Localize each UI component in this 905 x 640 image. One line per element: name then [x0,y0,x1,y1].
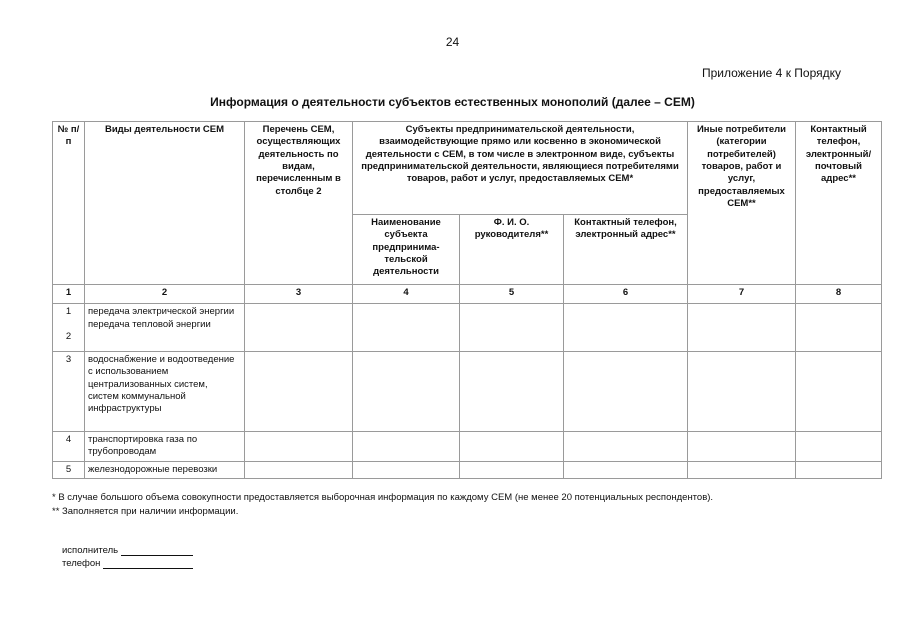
phone-line [62,558,193,569]
activity-kind: передача электрической энергии [88,306,235,317]
data-cell [353,352,460,432]
data-cell [564,432,688,462]
column-number: 7 [688,285,796,304]
activity-kind: передача тепловой энергии [88,319,211,331]
data-cell [688,304,796,352]
data-cell [353,304,460,352]
row-number: 2 [65,331,72,343]
footnote-2: ** Заполняется при наличии информации. [52,506,239,517]
data-cell [796,462,882,479]
header-activity-kind: Виды деятельности СЕМ [85,122,245,285]
executor-label: исполнитель [62,545,119,556]
row-number: 3 [53,352,85,432]
phone-label: телефон [62,558,101,569]
table-row [53,432,882,462]
data-cell [688,352,796,432]
header-contact-address: Контактный телефон, электронный/ почтовый адрес** [796,122,882,285]
data-cell [245,432,353,462]
row-number: 4 [53,432,85,462]
column-number: 2 [85,285,245,304]
data-cell [245,462,353,479]
data-cell [353,432,460,462]
column-number: 4 [353,285,460,304]
data-cell [353,462,460,479]
data-cell [796,432,882,462]
table-row [53,462,882,479]
data-cell [460,432,564,462]
activity-kind: железнодорожные перевозки [85,462,245,479]
document-title: Информация о деятельности субъектов естественных монополий (далее – СЕМ) [210,95,695,109]
data-cell [245,304,353,352]
row-number: 1 [65,306,72,317]
activity-kind-cell [85,304,245,352]
header-entities-group: Субъекты предпринимательской деятельности, взаимодействующие прямо или косвенно в экономической деятельности с СЕМ, в том числе в электронном виде, субъекты предпринимательской деятельности, являющиеся потребителями товаров, работ и услуг, предоставляемых СЕМ* [353,122,688,215]
footnote-1: * В случае большого объема совокупности предоставляется выборочная информация по каждому СЕМ (не менее 20 потенциальных респондентов). [52,492,714,503]
data-cell [688,432,796,462]
sem-info-table [52,121,882,479]
column-number: 1 [53,285,85,304]
table-row [53,352,882,432]
row-number: 5 [53,462,85,479]
data-cell [796,304,882,352]
appendix-label: Приложение 4 к Порядку [701,66,841,80]
data-cell [460,304,564,352]
data-cell [564,462,688,479]
data-cell [564,304,688,352]
data-cell [564,352,688,432]
activity-kind: водоснабжение и водоотведение с использованием централизованных систем, систем коммунальной инфраструктуры [85,352,245,432]
data-cell [688,462,796,479]
executor-line [62,545,193,556]
column-number: 6 [564,285,688,304]
header-sem-list: Перечень СЕМ, осуществляющих деятельность по видам, перечисленным в столбце 2 [245,122,353,285]
column-number: 8 [796,285,882,304]
column-number: 5 [460,285,564,304]
executor-blank [121,545,193,556]
data-cell [245,352,353,432]
header-other-consumers: Иные потребители (категории потребителей) товаров, работ и услуг, предоставляемых СЕМ** [688,122,796,285]
page-number: 24 [445,35,460,49]
header-director-name: Ф. И. О. руководителя** [460,215,564,285]
activity-kind: транспортировка газа по трубопроводам [85,432,245,462]
table-row [53,304,882,352]
column-number: 3 [245,285,353,304]
header-entity-name: Наименование субъекта предпринима-тельской деятельности [353,215,460,285]
data-cell [460,352,564,432]
header-contact-phone: Контактный телефон, электронный адрес** [564,215,688,285]
data-cell [460,462,564,479]
header-num: № п/п [53,122,85,285]
row-number-cell [53,304,85,352]
data-cell [796,352,882,432]
phone-blank [103,558,193,569]
